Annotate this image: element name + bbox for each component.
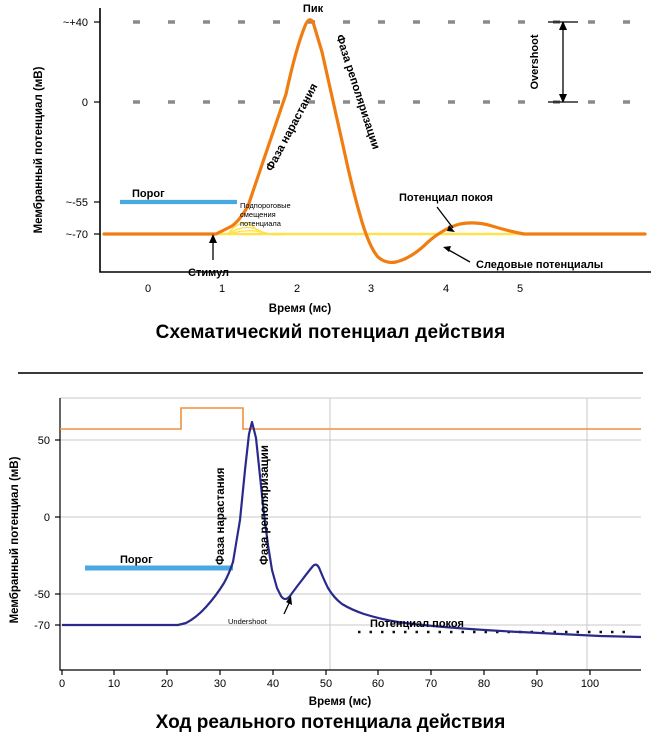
figure2-caption: Ход реального потенциала действия [155,712,506,733]
fig2-xtick-5: 50 [319,678,333,690]
fig1-label-threshold: Порог [132,188,165,200]
fig1-label-after: Следовые потенциалы [476,259,604,271]
fig2-label-rising: Фаза нарастания [215,467,227,565]
fig2-xtick-1: 10 [107,678,121,690]
fig2-gridlines [60,398,641,670]
fig2-x-ticks [62,670,590,675]
fig2-xtick-0: 0 [58,678,66,690]
fig1-label-resting: Потенциал покоя [399,192,493,204]
fig2-svg [0,380,661,710]
fig2-axes [60,398,641,670]
fig1-xtick-3: 3 [367,283,375,295]
fig1-label-rising: Фаза нарастания [264,81,321,174]
fig2-label-undershoot: Undershoot [228,617,267,626]
figure1-caption: Схематический потенциал действия [155,322,506,343]
fig2-ytick-3: -70 [34,620,50,632]
fig1-gridlines [133,22,645,102]
fig1-ytick-2: ~-55 [65,197,88,209]
fig1-xtick-1: 1 [218,283,226,295]
fig2-y-ticks [55,440,60,625]
fig2-xtick-9: 90 [530,678,544,690]
figure-real-action-potential [0,380,661,710]
fig2-ylabel: Мембранный потенциал (мВ) [9,456,21,624]
fig1-ytick-0: ~+40 [62,17,88,29]
fig1-ytick-3: ~-70 [65,229,88,241]
fig2-xtick-8: 80 [477,678,491,690]
fig1-ytick-1: 0 [81,97,88,109]
fig1-xtick-0: 0 [144,283,152,295]
fig1-xtick-4: 4 [442,283,450,295]
fig2-ytick-2: -50 [34,589,50,601]
fig2-ytick-0: 50 [37,435,50,447]
section-divider [18,372,643,374]
fig2-xtick-3: 30 [213,678,227,690]
fig1-label-peak: Пик [302,3,324,15]
fig1-y-ticks [94,22,100,234]
fig2-xtick-7: 70 [424,678,438,690]
fig1-label-subthreshold-2: смещения [240,210,276,219]
fig1-xtick-2: 2 [293,283,301,295]
fig1-xtick-5: 5 [516,283,524,295]
fig1-label-subthreshold: Подпороговые [240,201,291,210]
fig1-label-subthreshold-3: потенциала [240,219,281,228]
fig1-label-stimulus: Стимул [188,267,230,279]
fig2-label-resting: Потенциал покоя [370,618,464,630]
fig2-xlabel: Время (мс) [308,696,372,708]
fig1-svg [0,0,661,322]
fig2-label-threshold: Порог [120,554,153,566]
fig1-label-overshoot: Overshoot [529,34,541,90]
fig2-xtick-6: 60 [371,678,385,690]
figure-schematic-action-potential [0,0,661,355]
fig2-ytick-1: 0 [43,512,50,524]
fig1-ylabel: Мембранный потенциал (мВ) [33,66,45,234]
fig2-membrane-trace [62,422,641,637]
fig2-xtick-4: 40 [266,678,280,690]
fig2-label-falling: Фаза реполяризации [259,445,271,565]
fig2-stimulus-trace [60,408,641,429]
fig1-label-falling: Фаза реполяризации [333,33,382,151]
fig1-after-arrow [447,249,470,262]
fig2-xtick-10: 100 [580,678,600,690]
fig1-resting-arrow [437,207,453,228]
fig2-xtick-2: 20 [160,678,174,690]
fig1-xlabel: Время (мс) [268,303,332,315]
